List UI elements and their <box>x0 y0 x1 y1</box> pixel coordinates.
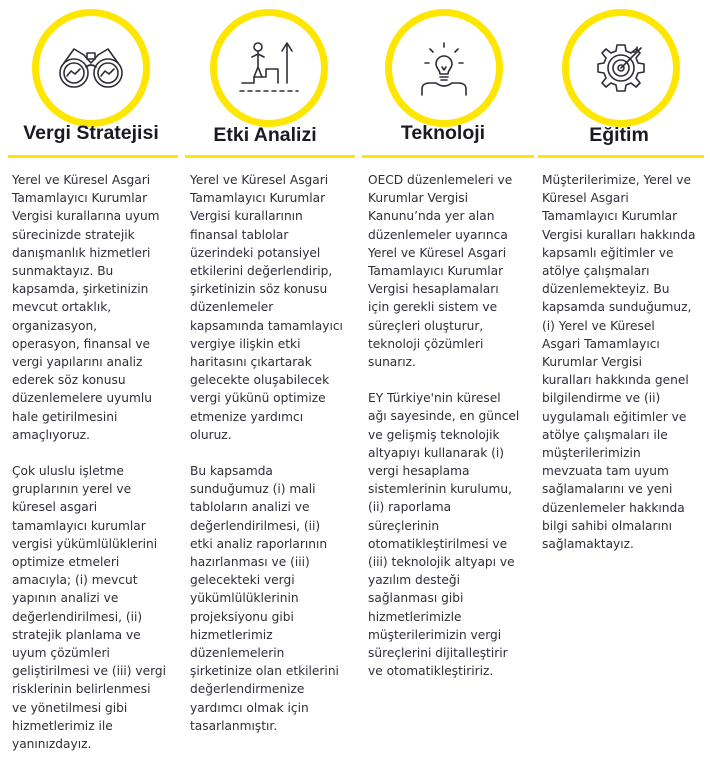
yellow-divider <box>8 155 178 158</box>
yellow-divider <box>538 155 704 158</box>
icon-circle <box>210 9 328 127</box>
paragraph: OECD düzenlemeleri ve Kurumlar Vergisi Kanunu’nda yer alan düzenlemeler uyarınca Yerel ve Küresel Asgari Tamamlayıcı Kurumlar Vergisi hesaplamaları için gerekli sistem ve süreçleri oluşturur, teknoloji çözümleri sunarız. <box>368 173 513 370</box>
column-title: Vergi Stratejisi <box>23 122 159 144</box>
column-text <box>190 171 354 753</box>
paragraph: Yerel ve Küresel Asgari Tamamlayıcı Kurumlar Vergisi kurallarının finansal tablolar üzerindeki potansiyel etkilerini değerlendirip, şirketinizin söz konusu düzenlemeler kapsamında tamamlayıcı vergiye ilişkin etki haritasını çıkartarak gelecekte oluşabilecek vergi yükünü optimize etmenize yardımcı oluruz. <box>190 173 343 442</box>
column-text <box>368 171 532 698</box>
paragraph: Yerel ve Küresel Asgari Tamamlayıcı Kurumlar Vergisi kurallarına uyum sürecinizde stratejik danışmanlık hizmetleri sunmaktayız. Bu kapsamda, şirketinizin mevcut ortaklık, organizasyon, operasyon, finansal ve vergi yapılarını analiz ederek söz konusu düzenlemelere uyumlu hale getirilmesini amaçlıyoruz. <box>12 173 160 442</box>
icon-circle <box>385 9 503 127</box>
growth-chart-icon <box>238 39 300 97</box>
paragraph: Çok uluslu işletme gruplarının yerel ve küresel asgari tamamlayıcı kurumlar vergisi yükümlülüklerini optimize etmeleri amacıyla; (i) mevcut yapının analizi ve değerlendirilmesi, (ii) stratejik planlama ve uyum çözümleri geliştirilmesi ve (iii) vergi risklerinin belirlenmesi ve yönetilmesi gibi hizmetlerimiz ile yanınızdayız. <box>12 464 167 752</box>
gear-target-icon <box>592 39 650 97</box>
column-title: Etki Analizi <box>213 124 317 146</box>
column-text <box>12 171 176 771</box>
column-title: Teknoloji <box>400 122 486 144</box>
binoculars-icon <box>56 45 126 91</box>
column-text <box>542 171 706 571</box>
paragraph: Müşterilerimize, Yerel ve Küresel Asgari Tamamlayıcı Kurumlar Vergisi kuralları hakkında kapsamlı eğitimler ve atölye çalışmaları düzenlemekteyiz. Bu kapsamda sunduğumuz, (i) Yerel ve Küresel Asgari Tamamlayıcı Kurumlar Vergisi kuralları hakkında genel bilgilendirme ve (ii) uygulamalı eğitimler ve atölye çalışmaları ile müşterilerimizin mevzuata tam uyum sağlamalarını ve yeni düzenlemeler hakkında bilgi sahibi olmalarını sağlamaktayız. <box>542 173 696 552</box>
yellow-divider <box>362 155 534 158</box>
lightbulb-head-icon <box>416 39 472 97</box>
icon-circle <box>562 9 680 127</box>
column-title: Eğitim <box>589 124 649 146</box>
yellow-divider <box>185 155 355 158</box>
paragraph: Bu kapsamda sunduğumuz (i) mali tabloların analizi ve değerlendirilmesi, (ii) etki analiz raporlarının hazırlanması ve (iii) gelecekteki vergi yükümlülüklerinin projeksiyonu gibi hizmetlerimiz düzenlemelerin şirketinize olan etkilerini değerlendirmenize yardımcı olmak için tasarlanmıştır. <box>190 464 339 733</box>
icon-circle <box>32 9 150 127</box>
paragraph: EY Türkiye'nin küresel ağı sayesinde, en güncel ve gelişmiş teknolojik altyapıyı kullanarak (i) vergi hesaplama sistemlerinin kurulumu, (ii) raporlama süreçlerinin otomatikleştirilmesi ve (iii) teknolojik altyapı ve yazılım desteği sağlanması gibi hizmetlerimizle müşterilerimizin vergi süreçlerini dijitalleştirir ve otomatikleştiririz. <box>368 391 520 679</box>
